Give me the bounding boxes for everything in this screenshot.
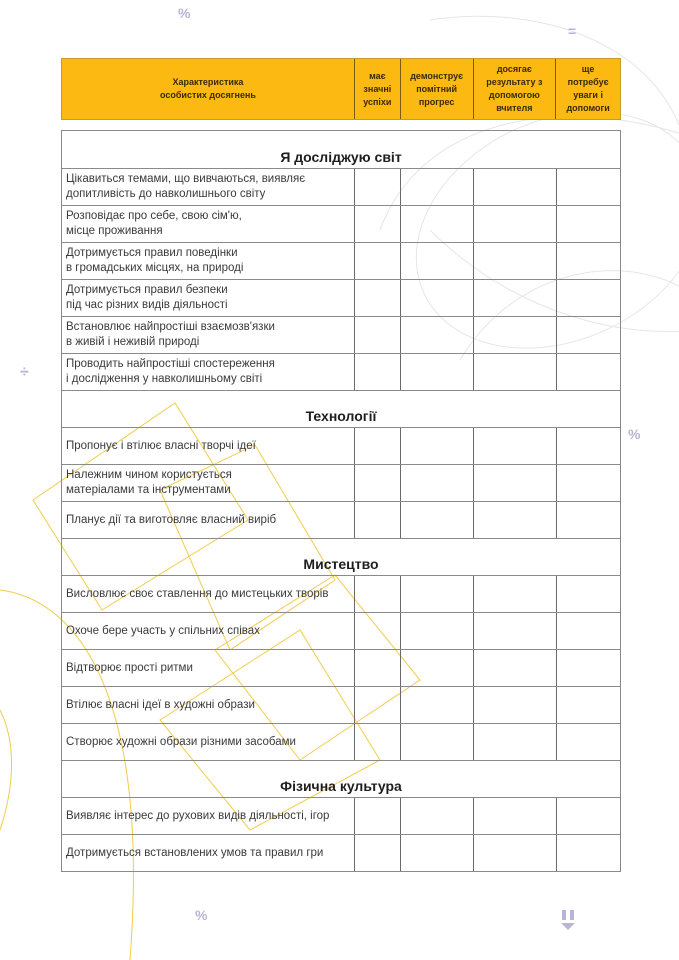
mark-cell-with-teacher-help[interactable]	[474, 687, 557, 723]
mark-cell-noticeable-progress[interactable]	[401, 243, 474, 279]
percent-icon: %	[178, 5, 191, 21]
row-label: Цікавиться темами, що вивчаються, виявляє допитливість до навколишнього світу	[62, 169, 355, 205]
mark-cell-with-teacher-help[interactable]	[474, 613, 557, 649]
section-title: Фізична культура	[62, 761, 620, 798]
mark-cell-significant-success[interactable]	[355, 465, 401, 501]
table-row	[62, 502, 620, 539]
table-row	[62, 317, 620, 354]
mark-cell-noticeable-progress[interactable]	[401, 724, 474, 760]
mark-cell-noticeable-progress[interactable]	[401, 613, 474, 649]
mark-cell-noticeable-progress[interactable]	[401, 687, 474, 723]
mark-cell-with-teacher-help[interactable]	[474, 650, 557, 686]
mark-cell-significant-success[interactable]	[355, 835, 401, 871]
table-row	[62, 428, 620, 465]
percent-icon: %	[195, 907, 208, 923]
mark-cell-significant-success[interactable]	[355, 798, 401, 834]
section-title: Технології	[62, 391, 620, 428]
mark-cell-needs-attention[interactable]	[557, 465, 620, 501]
mark-cell-significant-success[interactable]	[355, 428, 401, 464]
mark-cell-noticeable-progress[interactable]	[401, 280, 474, 316]
table-row	[62, 169, 620, 206]
header-with-teacher-help: досягає результату з допомогою вчителя	[474, 59, 557, 119]
mark-cell-needs-attention[interactable]	[557, 798, 620, 834]
header-needs-attention: ще потребує уваги і допомоги	[566, 64, 610, 113]
mark-cell-noticeable-progress[interactable]	[401, 650, 474, 686]
mark-cell-with-teacher-help[interactable]	[474, 835, 557, 871]
table-row	[62, 206, 620, 243]
pause-arrow-icon	[560, 910, 576, 934]
mark-cell-with-teacher-help[interactable]	[474, 502, 557, 538]
mark-cell-significant-success[interactable]	[355, 576, 401, 612]
mark-cell-with-teacher-help[interactable]	[474, 280, 557, 316]
assessment-table	[61, 130, 621, 872]
row-label: Дотримується правил безпеки під час різних видів діяльності	[62, 280, 355, 316]
row-label: Створює художні образи різними засобами	[62, 724, 355, 760]
mark-cell-significant-success[interactable]	[355, 206, 401, 242]
mark-cell-significant-success[interactable]	[355, 169, 401, 205]
table-header	[61, 58, 621, 120]
mark-cell-needs-attention[interactable]	[557, 243, 620, 279]
mark-cell-noticeable-progress[interactable]	[401, 206, 474, 242]
mark-cell-needs-attention[interactable]	[557, 687, 620, 723]
row-label: Проводить найпростіші спостереження і дослідження у навколишньому світі	[62, 354, 355, 390]
mark-cell-noticeable-progress[interactable]	[401, 354, 474, 390]
table-row	[62, 280, 620, 317]
mark-cell-needs-attention[interactable]	[557, 724, 620, 760]
header-significant-success: має значні успіхи	[355, 59, 401, 119]
mark-cell-needs-attention[interactable]	[557, 613, 620, 649]
section-title: Мистецтво	[62, 539, 620, 576]
mark-cell-with-teacher-help[interactable]	[474, 206, 557, 242]
mark-cell-significant-success[interactable]	[355, 354, 401, 390]
mark-cell-needs-attention[interactable]	[557, 354, 620, 390]
mark-cell-with-teacher-help[interactable]	[474, 724, 557, 760]
table-row	[62, 465, 620, 502]
table-row	[62, 354, 620, 391]
mark-cell-significant-success[interactable]	[355, 724, 401, 760]
section-title: Я досліджую світ	[62, 131, 620, 169]
mark-cell-noticeable-progress[interactable]	[401, 428, 474, 464]
mark-cell-with-teacher-help[interactable]	[474, 354, 557, 390]
table-row	[62, 576, 620, 613]
table-row	[62, 798, 620, 835]
mark-cell-with-teacher-help[interactable]	[474, 576, 557, 612]
mark-cell-needs-attention[interactable]	[557, 650, 620, 686]
mark-cell-noticeable-progress[interactable]	[401, 798, 474, 834]
row-label: Дотримується встановлених умов та правил гри	[62, 835, 355, 871]
row-label: Належним чином користується матеріалами та інструментами	[62, 465, 355, 501]
mark-cell-noticeable-progress[interactable]	[401, 169, 474, 205]
percent-icon: %	[628, 426, 641, 442]
mark-cell-significant-success[interactable]	[355, 502, 401, 538]
mark-cell-with-teacher-help[interactable]	[474, 317, 557, 353]
header-noticeable-progress: демонструє помітний прогрес	[401, 59, 474, 119]
mark-cell-with-teacher-help[interactable]	[474, 465, 557, 501]
mark-cell-needs-attention[interactable]	[557, 835, 620, 871]
row-label: Відтворює прості ритми	[62, 650, 355, 686]
row-label: Висловлює своє ставлення до мистецьких творів	[62, 576, 355, 612]
row-label: Втілює власні ідеї в художні образи	[62, 687, 355, 723]
mark-cell-with-teacher-help[interactable]	[474, 243, 557, 279]
mark-cell-needs-attention[interactable]	[557, 206, 620, 242]
mark-cell-significant-success[interactable]	[355, 650, 401, 686]
mark-cell-with-teacher-help[interactable]	[474, 169, 557, 205]
table-row	[62, 687, 620, 724]
row-label: Дотримується правил поведінки в громадських місцях, на природі	[62, 243, 355, 279]
equals-icon: =	[568, 23, 577, 39]
mark-cell-significant-success[interactable]	[355, 317, 401, 353]
table-row	[62, 243, 620, 280]
header-characteristic: Характеристика особистих досягнень	[62, 59, 355, 119]
mark-cell-noticeable-progress[interactable]	[401, 576, 474, 612]
mark-cell-significant-success[interactable]	[355, 280, 401, 316]
divide-icon: ÷	[20, 364, 29, 381]
mark-cell-significant-success[interactable]	[355, 613, 401, 649]
mark-cell-needs-attention[interactable]	[557, 280, 620, 316]
row-label: Виявляє інтерес до рухових видів діяльності, ігор	[62, 798, 355, 834]
mark-cell-needs-attention[interactable]	[557, 576, 620, 612]
table-row	[62, 835, 620, 872]
mark-cell-significant-success[interactable]	[355, 243, 401, 279]
mark-cell-noticeable-progress[interactable]	[401, 465, 474, 501]
table-row	[62, 613, 620, 650]
mark-cell-significant-success[interactable]	[355, 687, 401, 723]
row-label: Розповідає про себе, свою сім'ю, місце проживання	[62, 206, 355, 242]
mark-cell-needs-attention[interactable]	[557, 169, 620, 205]
table-row	[62, 724, 620, 761]
row-label: Планує дії та виготовляє власний виріб	[62, 502, 355, 538]
mark-cell-noticeable-progress[interactable]	[401, 835, 474, 871]
table-row	[62, 650, 620, 687]
row-label: Встановлює найпростіші взаємозв'язки в живій і неживій природі	[62, 317, 355, 353]
mark-cell-needs-attention[interactable]	[557, 317, 620, 353]
mark-cell-needs-attention[interactable]	[557, 502, 620, 538]
mark-cell-with-teacher-help[interactable]	[474, 428, 557, 464]
mark-cell-needs-attention[interactable]	[557, 428, 620, 464]
mark-cell-noticeable-progress[interactable]	[401, 502, 474, 538]
mark-cell-noticeable-progress[interactable]	[401, 317, 474, 353]
row-label: Пропонує і втілює власні творчі ідеї	[62, 428, 355, 464]
row-label: Охоче бере участь у спільних співах	[62, 613, 355, 649]
mark-cell-with-teacher-help[interactable]	[474, 798, 557, 834]
